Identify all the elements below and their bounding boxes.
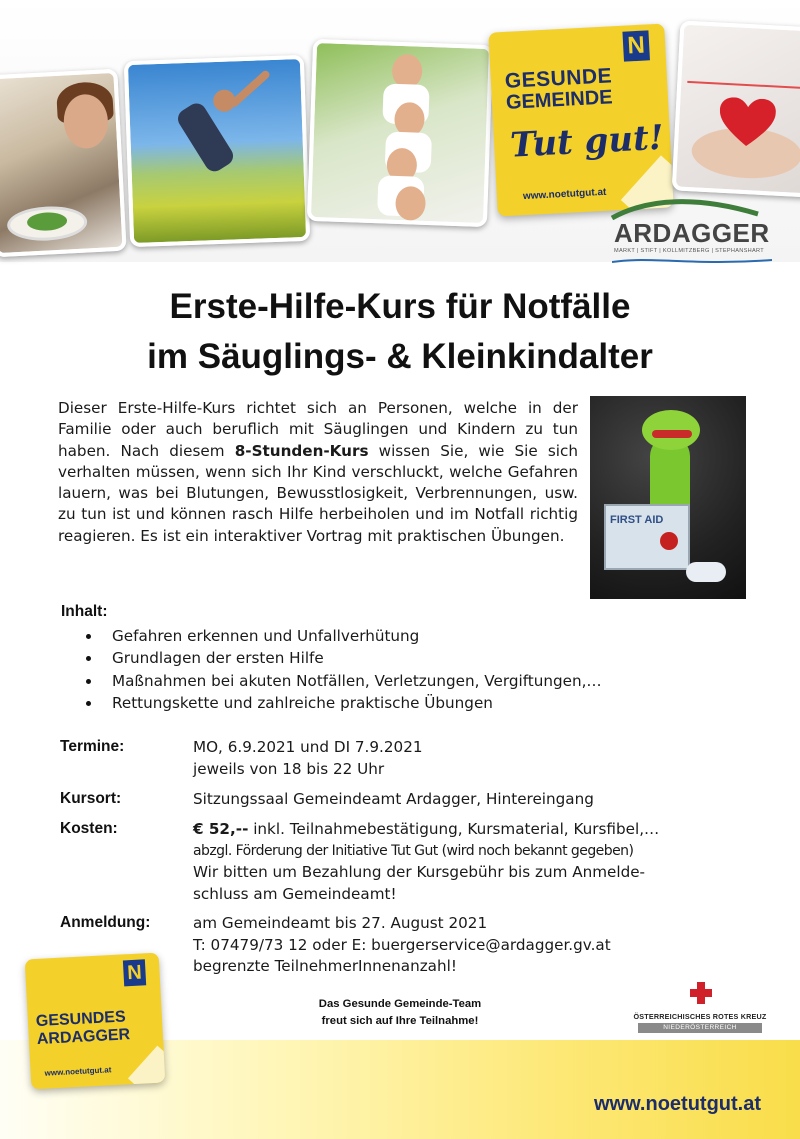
first-aid-label: FIRST AID [610,514,664,526]
team-line2: freut sich auf Ihre Teilnahme! [321,1015,479,1027]
termine-value [193,737,753,780]
title-line1: Erste-Hilfe-Kurs für Notfälle [169,287,631,326]
sticker-line2: GEMEINDE [505,86,614,114]
intro-bold: 8-Stunden-Kurs [234,441,369,460]
photo-couple-eating [0,69,127,258]
anmeldung-label: Anmeldung: [60,914,151,931]
intro-text-1: Dieser Erste-Hilfe-Kurs richtet sich an Personen, welche in der Familie oder auch beruflich mit Säuglingen und Kindern zu tun haben. Nach diesem [58,399,578,460]
list-item: Rettungskette und zahlreiche praktische Übungen [86,692,602,714]
page-title [0,282,800,382]
termine-line1: MO, 6.9.2021 und DI 7.9.2021 [193,738,423,756]
sticker2-line1: GESUNDES [35,1008,127,1031]
footer-url: www.noetutgut.at [594,1093,762,1115]
kosten-line1: inkl. Teilnahmebestätigung, Kursmaterial, Kursfibel,… [248,820,660,838]
gesunde-gemeinde-sticker [488,24,673,217]
kursort-text: Sitzungssaal Gemeindeamt Ardagger, Hintereingang [193,790,594,808]
anmeldung-line3: begrenzte TeilnehmerInnenanzahl! [193,957,457,976]
list-item: Maßnahmen bei akuten Notfällen, Verletzungen, Vergiftungen,… [86,670,602,692]
kosten-label: Kosten: [60,820,118,837]
intro-text-2: wissen Sie, wie Sie sich verhalten müssen, wenn sich Ihr Kind verschluckt, welche Gefahren lauern, was bei Blutungen, Bewusstlosigkeit, Verbrennungen, usw. zu tun ist und können rasch Hilfe herbeiholen und im Notfall richtig reagieren. Es ist ein interaktiver Vortrag mit praktischen Übungen. [58,441,578,545]
gesundes-ardagger-sticker [25,953,166,1090]
anmeldung-value [193,913,753,978]
photo-jumping-man [124,55,310,247]
red-cross-line2: NIEDERÖSTERREICH [638,1023,762,1033]
kursort-value [193,789,753,811]
ardagger-logo [608,196,778,266]
kosten-value [193,819,753,905]
kosten-line4: schluss am Gemeindeamt! [193,884,397,903]
sticker-url: www.noetutgut.at [522,186,607,203]
inhalt-heading: Inhalt: [61,603,108,620]
photo-heart-hands [672,20,800,197]
ardagger-hills-icon [608,196,768,220]
kosten-price: € 52,-- [193,820,249,838]
kursort-label: Kursort: [60,790,122,807]
sticker-slogan: Tut gut! [509,117,665,166]
noe-badge: N [123,959,146,986]
ardagger-wave-icon [612,256,772,266]
ardagger-name: ARDAGGER [614,218,770,248]
sticker-line1: GESUNDE [504,64,613,93]
kosten-line3: Wir bitten um Bezahlung der Kursgebühr bis zum Anmelde- [193,863,646,882]
team-message [270,996,530,1030]
list-item: Gefahren erkennen und Unfallverhütung [86,625,602,647]
title-line2: im Säuglings- & Kleinkindalter [147,337,653,376]
inhalt-list [86,625,602,715]
red-cross-line1: ÖSTERREICHISCHES ROTES KREUZ [633,1012,767,1021]
intro-paragraph [58,398,578,547]
noe-badge: N [622,30,650,61]
red-cross-logo [620,982,780,1042]
heart-icon [718,97,777,150]
anmeldung-line1: am Gemeindeamt bis 27. August 2021 [193,914,488,932]
ardagger-subline: MARKT | STIFT | KOLLMITZBERG | STEPHANSHART [614,248,764,254]
anmeldung-line2: T: 07479/73 12 oder E: buergerservice@ardagger.gv.at [193,935,611,954]
red-cross-icon [690,982,712,1004]
termine-label: Termine: [60,738,125,755]
team-line1: Das Gesunde Gemeinde-Team [318,998,482,1010]
list-item: Grundlagen der ersten Hilfe [86,647,602,669]
termine-line2: jeweils von 18 bis 22 Uhr [193,759,385,778]
photo-family-stack [307,39,493,227]
header-photo-strip [0,0,800,262]
sticker2-url: www.noetutgut.at [44,1065,112,1078]
kosten-line2: abzgl. Förderung der Initiative Tut Gut (wird noch bekannt gegeben) [193,842,634,859]
sticker2-line2: ARDAGGER [36,1026,131,1049]
photo-frog-first-aid [590,396,746,599]
